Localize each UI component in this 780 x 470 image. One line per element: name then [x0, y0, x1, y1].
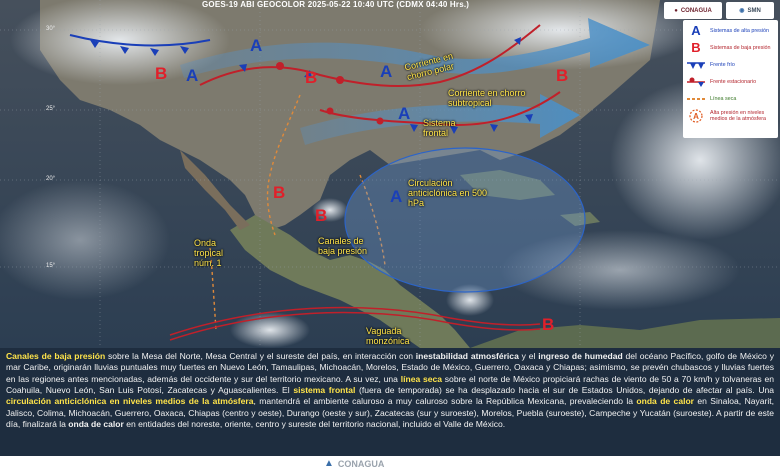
tropical-wave-label: Onda tropical núm. 1	[194, 238, 224, 268]
monsoon-trough-label: Vaguada monzónica	[366, 326, 410, 346]
high-pressure-letter: A	[380, 62, 393, 81]
svg-text:A: A	[693, 111, 699, 121]
low-pressure-letter: B	[542, 315, 555, 334]
agency-logos	[664, 2, 778, 19]
low-pressure-letter: B	[315, 206, 328, 225]
legend-item-cold-front: Frente frío	[686, 56, 775, 73]
legend-item-dry-line: Línea seca	[686, 90, 775, 107]
high-pressure-letter: A	[250, 36, 263, 55]
high-pressure-icon: A	[691, 23, 701, 38]
latitude-label: 15°	[46, 263, 56, 269]
high-pressure-letter: A	[390, 187, 403, 206]
anticyclone-area	[345, 148, 585, 292]
satellite-title: GOES-19 ABI GEOCOLOR 2025-05-22 10:40 UTC (CDMX 04:40 Hrs.)	[202, 0, 470, 9]
footer-logo: ▲ CONAGUA	[324, 458, 385, 469]
low-pressure-channels-label: Canales de baja presión	[318, 236, 368, 256]
high-pressure-letter: A	[186, 66, 199, 85]
legend-item-stationary-front: Frente estacionario	[686, 73, 775, 90]
low-pressure-icon: B	[691, 40, 701, 55]
footer	[0, 456, 780, 470]
low-pressure-letter: B	[273, 183, 286, 202]
map-legend	[683, 20, 778, 138]
latitude-label: 25°	[46, 106, 56, 112]
polar-jet-label: Corriente en chorro polar	[403, 50, 455, 83]
legend-item-high-pressure: A Sistemas de alta presión	[686, 22, 775, 39]
stationary-front-icon	[686, 75, 706, 89]
high-pressure-letter: A	[398, 104, 411, 123]
conagua-logo: ● CONAGUA	[664, 2, 722, 19]
conagua-icon: ▲	[324, 458, 334, 469]
dry-line-icon	[686, 92, 706, 106]
cold-front-icon	[686, 58, 706, 72]
smn-logo: ◉ SMN	[726, 2, 774, 19]
latitude-label: 20°	[46, 176, 56, 182]
frontal-system-label: Sistema frontal	[423, 118, 456, 138]
globe-icon: ◉	[739, 8, 745, 14]
anticyclone-label: Circulación anticiclónica en 500 hPa	[408, 178, 488, 208]
legend-item-low-pressure: B Sistemas de baja presión	[686, 39, 775, 56]
water-drop-icon: ●	[674, 7, 678, 14]
latitude-label: 30°	[46, 26, 56, 32]
low-pressure-letter: B	[155, 64, 168, 83]
forecast-text: Canales de baja presión sobre la Mesa del Norte, Mesa Central y el sureste del país, en interacción con inestabilidad atmosférica y el ingreso de humedad del océano Pacífico, golfo de México y mar Caribe, originarán lluvias puntuales muy fuertes en Nuevo León, Tamaulipas, Michoacán, Morelos, Estado de México, Guerrero, Oaxaca y Chiapas; asimismo, se prevén chubascos y lluvias fuertes en las regiones antes mencionadas, además del occidente y sur del territorio mexicano. A su vez, una línea seca sobre el norte de México propiciará rachas de viento de 50 a 70 km/h y tolvaneras en Coahuila, Nuevo León, San Luis Potosí, Zacatecas y Aguascalientes. El sistema frontal (fuera de temporada) se ha desplazado hacia el sur de Estados Unidos, dejando de afectar al país. Una circulación anticiclónica en niveles medios de la atmósfera, mantendrá el ambiente caluroso a muy caluroso sobre la República Mexicana, prevaleciendo la onda de calor en Sinaloa, Nayarit, Jalisco, Colima, Michoacán, Guerrero, Oaxaca, Chiapas (centro y oeste), Durango (oeste y sur), Zacatecas (sur y suroeste), Morelos, Puebla (suroeste), Campeche y Yucatán (suroeste). A partir de este día, finalizará la onda de calor en entidades del noreste, oriente, centro y sureste del territorio nacional, incluido el Valle de México.	[0, 348, 780, 456]
low-pressure-letter: B	[556, 66, 569, 85]
low-pressure-letter: B	[305, 68, 318, 87]
legend-item-upper-high: A Alta presión en niveles medios de la atmósfera	[686, 107, 775, 124]
upper-high-icon	[686, 109, 706, 123]
subtropical-jet-label: Corriente en chorro subtropical	[448, 88, 526, 108]
